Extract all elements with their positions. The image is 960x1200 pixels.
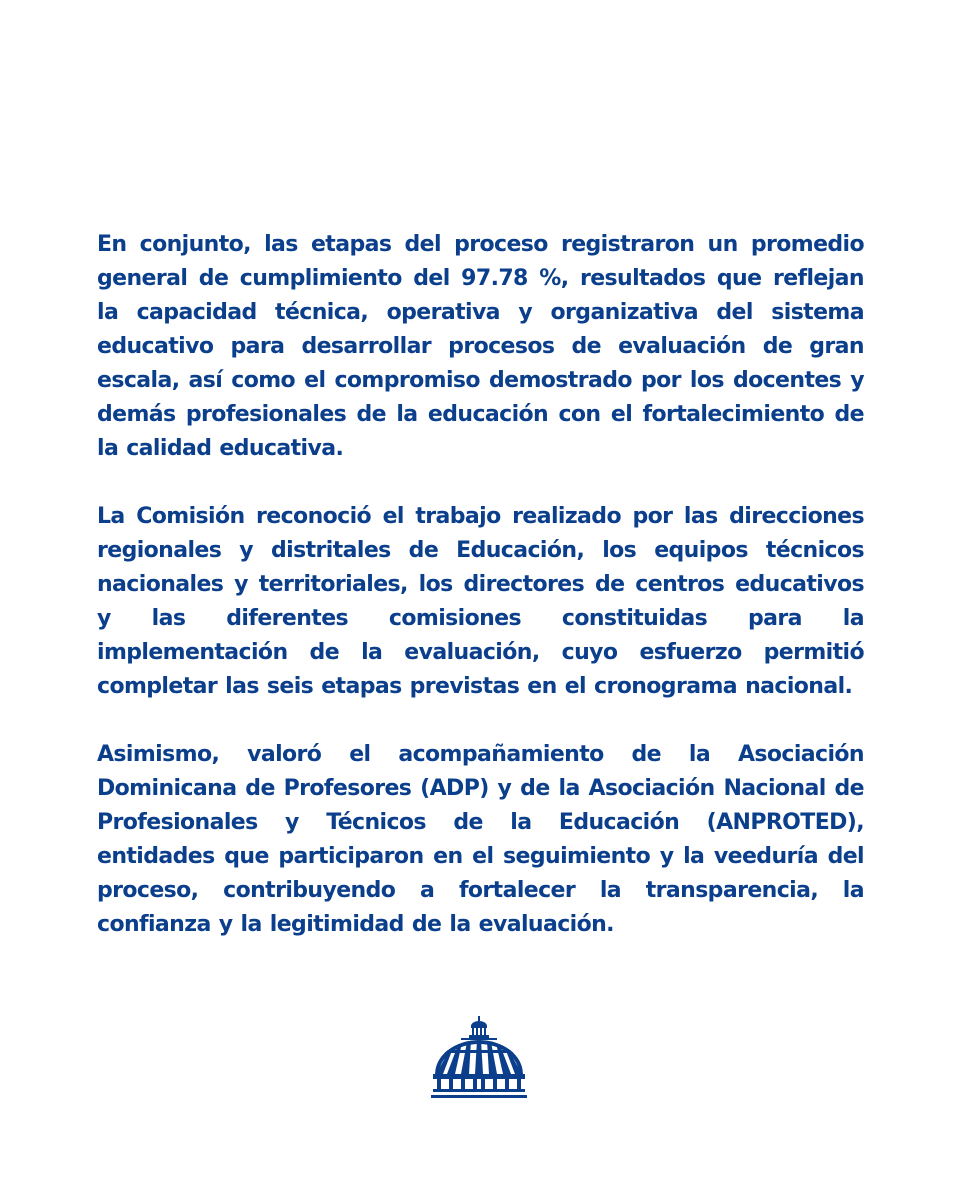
body-text: [97, 228, 864, 976]
paragraph-2: La Comisión reconoció el trabajo realizado por las direcciones regionales y distritales de Educación, los equipos técnicos nacionales y territoriales, los directores de centros educativos y las diferentes comisiones constituidas para la implementación de la evaluación, cuyo esfuerzo permitió completar las seis etapas previstas en el cronograma nacional.: [97, 504, 864, 699]
paragraph-1: En conjunto, las etapas del proceso registraron un promedio general de cumplimiento del 97.78 %, resultados que reflejan la capacidad técnica, operativa y organizativa del sistema educativo para desarrollar procesos de evaluación de gran escala, así como el compromiso demostrado por los docentes y demás profesionales de la educación con el fortalecimiento de la calidad educativa.: [97, 232, 864, 461]
logo: [431, 1016, 527, 1100]
government-dome-icon: [431, 1016, 527, 1100]
paragraph-3: Asimismo, valoró el acompañamiento de la Asociación Dominicana de Profesores (ADP) y de la Asociación Nacional de Profesionales y Técnicos de la Educación (ANPROTED), entidades que participaron en el seguimiento y la veeduría del proceso, contribuyendo a fortalecer la transparencia, la confianza y la legitimidad de la evaluación.: [97, 742, 864, 937]
